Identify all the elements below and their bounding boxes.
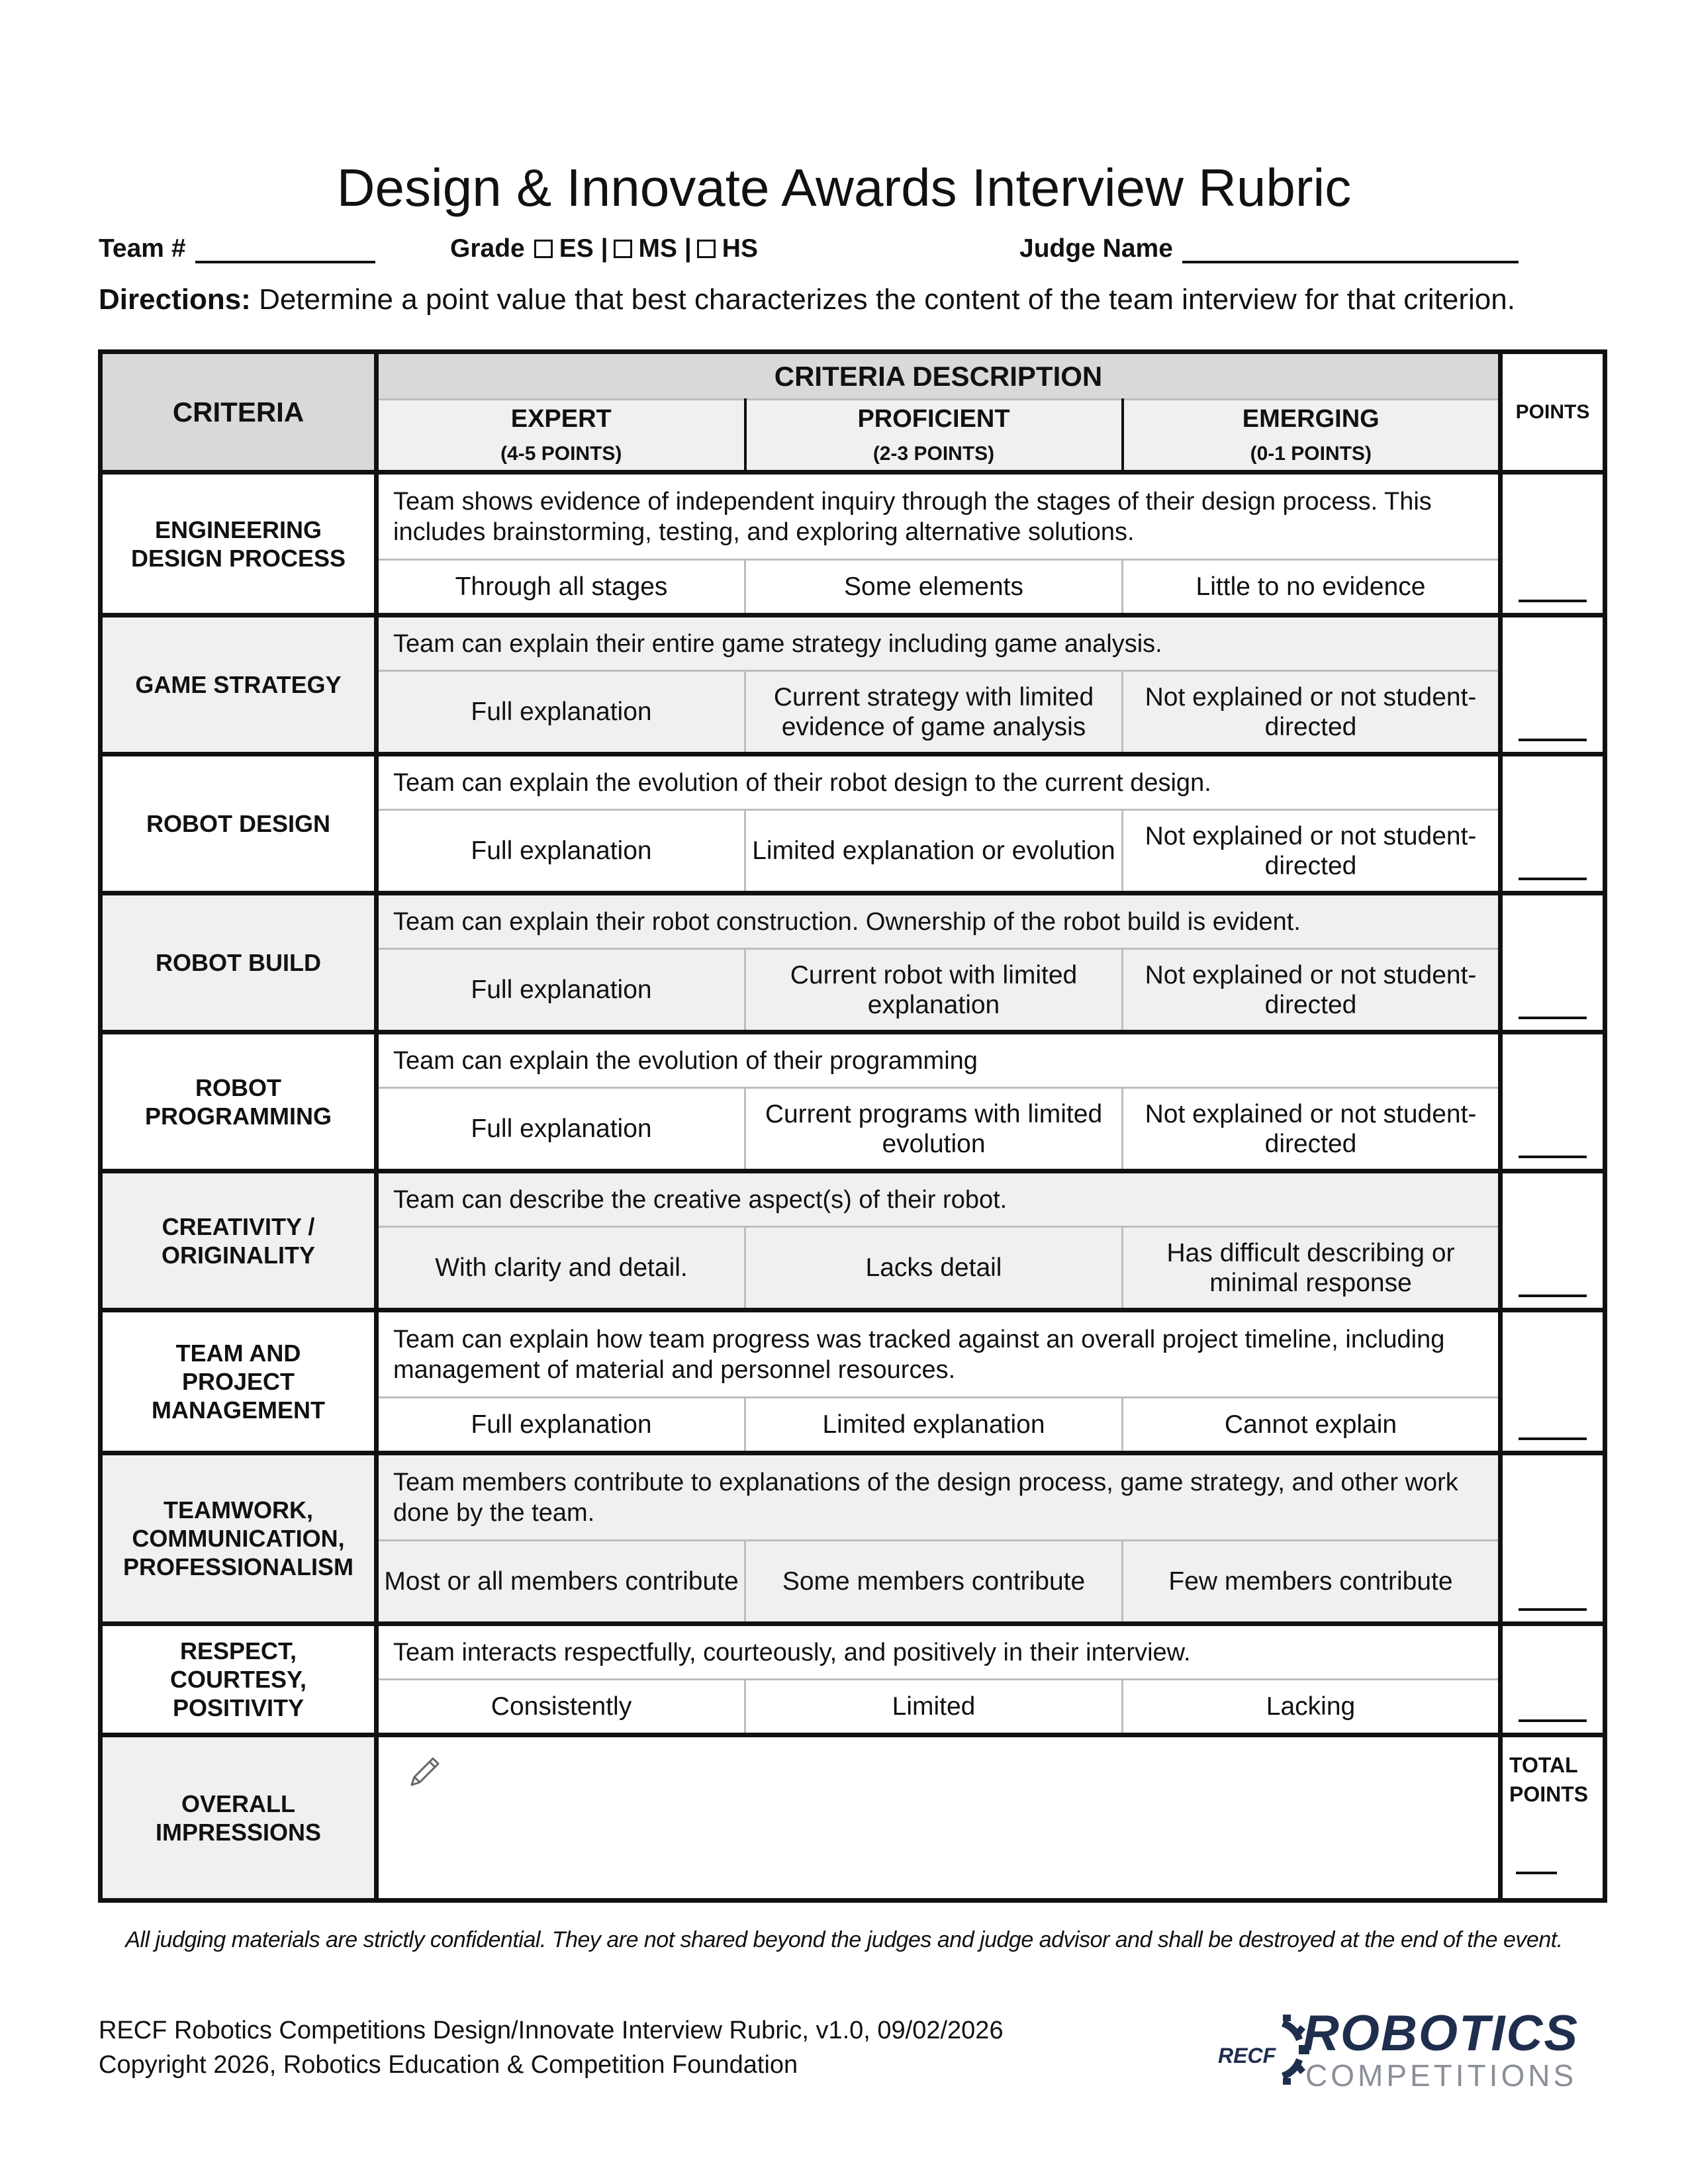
criterion-name-line: TEAM AND [175, 1340, 301, 1367]
judge-field [1019, 234, 1519, 263]
emerging-label: EMERGING [1242, 405, 1380, 433]
proficient-level-text: Lacks detail [745, 1227, 1123, 1310]
emerging-level-text: Not explained or not student-directed [1123, 1088, 1501, 1171]
rubric-row [101, 1624, 1605, 1680]
total-points-label-line: POINTS [1509, 1782, 1589, 1806]
proficient-label: PROFICIENT [857, 405, 1010, 433]
proficient-level-text: Current strategy with limited evidence of game analysis [745, 671, 1123, 754]
criterion-name [101, 1171, 377, 1310]
total-points-blank[interactable] [1516, 1872, 1557, 1874]
points-cell[interactable] [1501, 1171, 1605, 1310]
grade-separator: | [600, 234, 608, 263]
footer [99, 2013, 1004, 2082]
footer-copyright: Copyright 2026, Robotics Education & Competition Foundation [99, 2051, 798, 2079]
criterion-name-line: TEAMWORK, [164, 1496, 313, 1524]
emerging-points: (0-1 POINTS) [1250, 443, 1372, 465]
criterion-description: Team can describe the creative aspect(s) of their robot. [377, 1171, 1501, 1227]
confidentiality-notice: All judging materials are strictly confidential. They are not shared beyond the judges and judge advisor and shall be destroyed at the end of the event. [125, 1927, 1563, 1952]
criterion-description: Team can explain their entire game strategy including game analysis. [377, 615, 1501, 671]
grade-es-label: ES [559, 234, 594, 263]
criterion-description: Team members contribute to explanations of the design process, game strategy, and other work done by the team. [377, 1453, 1501, 1541]
header-fields [99, 234, 1595, 274]
rubric-body [101, 473, 1605, 1901]
emerging-level-text: Few members contribute [1123, 1541, 1501, 1624]
directions-text: Determine a point value that best characterizes the content of the team interview for that criterion. [259, 283, 1515, 316]
points-cell[interactable] [1501, 1453, 1605, 1624]
criterion-name-line: PROGRAMMING [145, 1102, 332, 1130]
criterion-name [101, 1032, 377, 1171]
robotics-competitions-logo [1218, 2004, 1579, 2097]
expert-level-text: Consistently [377, 1680, 745, 1735]
criterion-description: Team interacts respectfully, courteously, and positively in their interview. [377, 1624, 1501, 1680]
grade-field [450, 234, 758, 263]
criterion-name-line: DESIGN PROCESS [130, 544, 346, 572]
total-points-label [1509, 1751, 1588, 1809]
logo-robotics-text: ROBOTICS [1303, 2005, 1579, 2062]
criterion-description: Team can explain their robot construction. Ownership of the robot build is evident. [377, 893, 1501, 949]
expert-level-text: Through all stages [377, 560, 745, 615]
criterion-name-line: PROJECT [181, 1368, 295, 1395]
emerging-header [1123, 400, 1501, 473]
criterion-name [101, 1310, 377, 1453]
expert-header [377, 400, 745, 473]
rubric-row [101, 893, 1605, 949]
criterion-name-line: ENGINEERING [154, 516, 322, 543]
rubric-row [101, 473, 1605, 560]
rubric-row [101, 1310, 1605, 1398]
criterion-name [101, 754, 377, 893]
directions-label: Directions: [99, 283, 251, 316]
team-field [99, 234, 375, 263]
expert-level-text: With clarity and detail. [377, 1227, 745, 1310]
criterion-name [101, 615, 377, 754]
rubric-row [101, 1453, 1605, 1541]
criterion-name [101, 473, 377, 615]
overall-impressions-label [101, 1735, 377, 1901]
criterion-name-line: ROBOT DESIGN [146, 810, 330, 837]
rubric-row [101, 615, 1605, 671]
grade-hs-label: HS [722, 234, 758, 263]
total-points-cell[interactable] [1501, 1735, 1605, 1901]
expert-level-text: Full explanation [377, 1398, 745, 1453]
total-points-label-line: TOTAL [1509, 1753, 1578, 1777]
proficient-level-text: Limited [745, 1680, 1123, 1735]
rubric-row [101, 1171, 1605, 1227]
proficient-level-text: Limited explanation [745, 1398, 1123, 1453]
emerging-level-text: Not explained or not student-directed [1123, 949, 1501, 1032]
page-title: Design & Innovate Awards Interview Rubric [336, 158, 1352, 217]
points-cell[interactable] [1501, 1032, 1605, 1171]
overall-impressions-line: IMPRESSIONS [155, 1818, 322, 1846]
rubric-row [101, 1032, 1605, 1088]
grade-ms-checkbox[interactable] [614, 240, 632, 258]
proficient-header [745, 400, 1123, 473]
proficient-level-text: Limited explanation or evolution [745, 810, 1123, 893]
expert-level-text: Full explanation [377, 1088, 745, 1171]
directions [99, 283, 1621, 316]
points-blank[interactable] [1519, 1437, 1587, 1440]
criterion-description: Team shows evidence of independent inquiry through the stages of their design process. This includes brainstorming, testing, and exploring alternative solutions. [377, 473, 1501, 560]
proficient-level-text: Current programs with limited evolution [745, 1088, 1123, 1171]
overall-impressions-row [101, 1735, 1605, 1901]
criterion-name-line: POSITIVITY [172, 1694, 305, 1721]
judge-name-label: Judge Name [1019, 234, 1173, 263]
proficient-level-text: Some members contribute [745, 1541, 1123, 1624]
expert-label: EXPERT [510, 405, 612, 433]
points-cell[interactable] [1501, 1310, 1605, 1453]
criterion-name-line: COURTESY, [169, 1666, 307, 1693]
criteria-header: CRITERIA [101, 352, 377, 473]
emerging-level-text: Little to no evidence [1123, 560, 1501, 615]
criterion-description: Team can explain the evolution of their robot design to the current design. [377, 754, 1501, 810]
grade-ms-label: MS [638, 234, 678, 263]
team-number-blank[interactable] [195, 236, 375, 263]
expert-level-text: Full explanation [377, 949, 745, 1032]
criterion-name-line: ORIGINALITY [162, 1241, 315, 1269]
points-blank[interactable] [1519, 1608, 1587, 1611]
expert-level-text: Full explanation [377, 671, 745, 754]
criterion-name-line: GAME STRATEGY [135, 671, 342, 698]
points-blank[interactable] [1519, 739, 1587, 741]
criterion-name-line: RESPECT, [179, 1637, 297, 1664]
points-blank[interactable] [1519, 878, 1587, 880]
points-cell[interactable] [1501, 473, 1605, 615]
criterion-name [101, 893, 377, 1032]
points-blank[interactable] [1519, 1017, 1587, 1019]
emerging-level-text: Not explained or not student-directed [1123, 671, 1501, 754]
points-cell[interactable] [1501, 754, 1605, 893]
criterion-description: Team can explain the evolution of their programming [377, 1032, 1501, 1088]
footer-version: RECF Robotics Competitions Design/Innovate Interview Rubric, v1.0, 09/02/2026 [99, 2017, 1004, 2044]
points-cell[interactable] [1501, 893, 1605, 1032]
emerging-level-text: Not explained or not student-directed [1123, 810, 1501, 893]
expert-level-text: Full explanation [377, 810, 745, 893]
judge-name-blank[interactable] [1182, 236, 1519, 263]
criterion-name-line: PROFESSIONALISM [122, 1553, 354, 1580]
overall-impressions-line: OVERALL [181, 1790, 295, 1817]
logo-competitions-text: COMPETITIONS [1305, 2058, 1577, 2093]
points-blank[interactable] [1519, 1295, 1587, 1297]
expert-level-text: Most or all members contribute [377, 1541, 745, 1624]
emerging-level-text: Lacking [1123, 1680, 1501, 1735]
criterion-name [101, 1453, 377, 1624]
criterion-description: Team can explain how team progress was tracked against an overall project timeline, including management of material and personnel resources. [377, 1310, 1501, 1398]
overall-impressions-notes[interactable] [377, 1735, 1501, 1901]
points-cell[interactable] [1501, 1624, 1605, 1735]
criterion-name-line: COMMUNICATION, [132, 1525, 345, 1552]
rubric-row [101, 754, 1605, 810]
grade-es-checkbox[interactable] [534, 240, 553, 258]
criterion-name-line: MANAGEMENT [152, 1396, 325, 1424]
logo-recf-text: RECF [1218, 2044, 1276, 2068]
criterion-name [101, 1624, 377, 1735]
emerging-level-text: Cannot explain [1123, 1398, 1501, 1453]
criterion-name-line: ROBOT BUILD [156, 949, 321, 976]
points-blank[interactable] [1519, 1156, 1587, 1158]
emerging-level-text: Has difficult describing or minimal response [1123, 1227, 1501, 1310]
points-header: POINTS [1501, 352, 1605, 473]
expert-points: (4-5 POINTS) [500, 443, 622, 465]
team-label: Team # [99, 234, 186, 263]
rubric-table [98, 349, 1607, 1903]
criterion-name-line: ROBOT [195, 1073, 281, 1101]
criteria-description-header: CRITERIA DESCRIPTION [377, 352, 1501, 400]
pencil-icon [406, 1753, 444, 1790]
points-blank[interactable] [1519, 1719, 1587, 1722]
criterion-name-line: CREATIVITY / [162, 1212, 315, 1240]
points-cell[interactable] [1501, 615, 1605, 754]
points-blank[interactable] [1519, 600, 1587, 602]
grade-label: Grade [450, 234, 525, 263]
grade-hs-checkbox[interactable] [697, 240, 716, 258]
proficient-level-text: Some elements [745, 560, 1123, 615]
proficient-points: (2-3 POINTS) [872, 443, 995, 465]
grade-separator: | [684, 234, 692, 263]
proficient-level-text: Current robot with limited explanation [745, 949, 1123, 1032]
